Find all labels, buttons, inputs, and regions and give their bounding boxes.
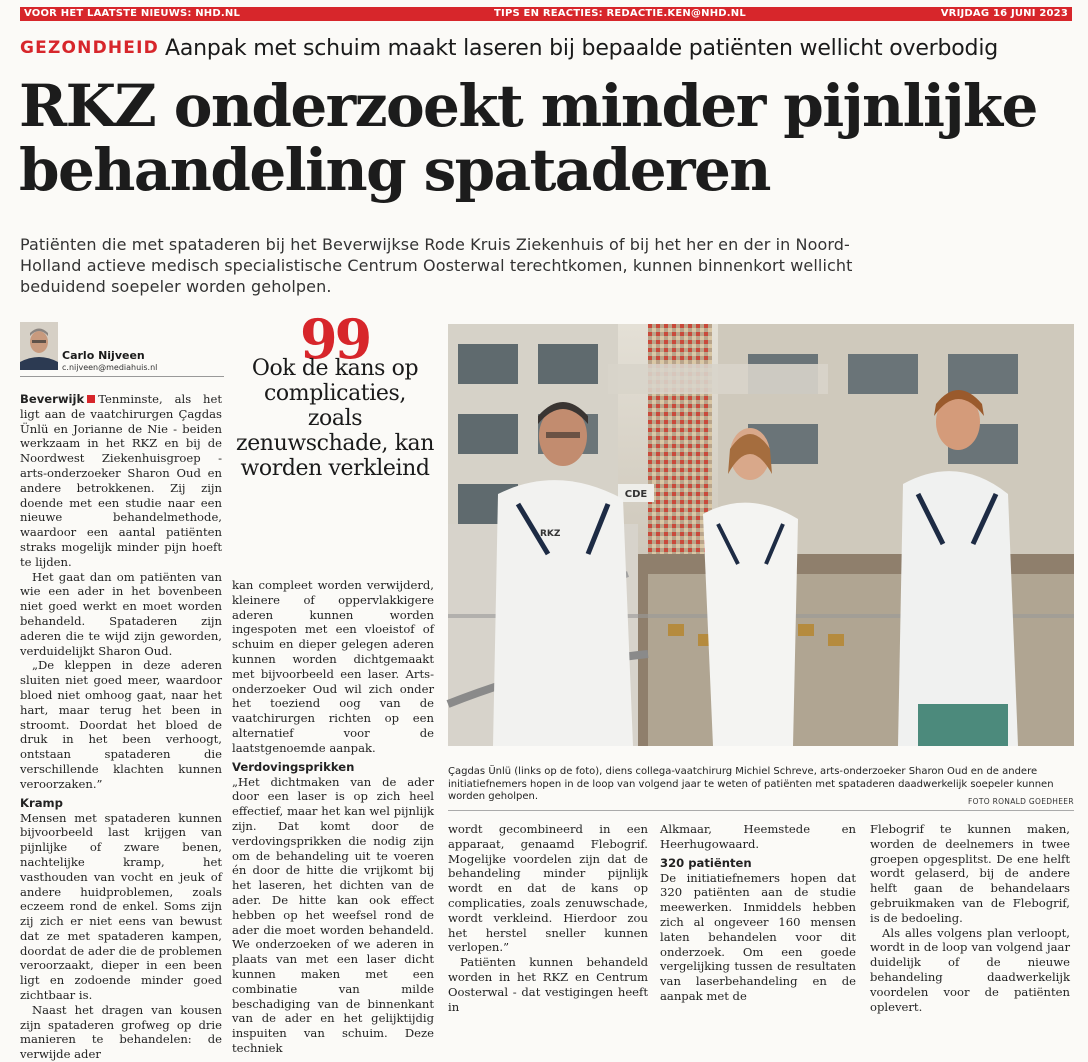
headline-line-2: behandeling spataderen <box>19 136 770 204</box>
building-sign: CDE <box>624 489 648 500</box>
subheading-verdovingsprikken: Verdovingsprikken <box>232 759 355 774</box>
paragraph: Alkmaar, Heemstede en Heerhugowaard. <box>660 822 856 851</box>
paragraph: De initiatiefnemers hopen dat 320 patiënten aan de studie meewerken. Inmiddels hebben zich al ongeveer 160 mensen laten behandelen voor dit onderzoek. Om een goede vergelijking tussen de resultaten van laserbehandeling en de aanpak met de <box>660 870 856 1003</box>
article-column-4 <box>660 822 856 1004</box>
author-photo <box>20 322 58 370</box>
photo-caption: Çagdas Ünlü (links op de foto), diens collega-vaatchirurg Michiel Schreve, arts-onderzoeker Sharon Oud en de andere initiatiefnemers hopen in de loop van volgend jaar te weten of patiënten met spataderen daadwerkelijk soepeler kunnen worden geholpen. <box>448 766 1054 802</box>
caption-divider <box>448 810 1074 811</box>
first-paragraph <box>20 392 222 570</box>
quote-mark-icon: 99 <box>300 307 370 371</box>
paragraph: Het gaat dan om patiënten van wie een ader in het bovenbeen niet goed werkt en moet worden behandeld. Spataderen zijn aderen die te wijd zijn geworden, verduidelijkt Sharon Oud. <box>20 569 222 658</box>
section-label: GEZONDHEID <box>20 38 159 58</box>
article-column-1 <box>20 392 222 1062</box>
author-name: Carlo Nijveen <box>62 349 145 362</box>
paragraph: kan compleet worden verwijderd, kleinere of oppervlakkigere aderen kunnen worden ingespoten met een vloeistof of schuim en dieper gelegen aderen kunnen worden dichtgemaakt met bijvoorbeeld een laser. Arts-onderzoeker Oud wil zich onder het toeziend oog van de vaatchirurgen richten op een alternatief voor de laatstgenoemde aanpak. <box>232 578 434 755</box>
paragraph: Mensen met spataderen kunnen bijvoorbeeld last krijgen van pijnlijke of zware benen, nachtelijke kramp, het vasthouden van vocht en jeuk of andere huidproblemen, zoals eczeem rond de enkel. Soms zijn zij zich er niet eens van bewust dat ze met spataderen kampen, doordat de ader die de problemen veroorzaakt, dieper in een been ligt en zodoende minder goed zichtbaar is. <box>20 810 222 1003</box>
paragraph: wordt gecombineerd in een apparaat, genaamd Flebogrif. Mogelijke voordelen zijn dat de behandeling minder pijnlijk wordt en dat de kans op complicaties, zoals zenuwschade, wordt verkleind. Hierdoor zou het herstel sneller kunnen verlopen.” <box>448 822 648 955</box>
paragraph: „Het dichtmaken van de ader door een laser is op zich heel effectief, maar het kan wel pijnlijk zijn. Dat komt door de verdovingsprikken die nodig zijn om de behandeling uit te voeren én door de hitte die vrijkomt bij het laseren, het dichten van de ader. De hitte kan ook effect hebben op het weefsel rond de ader die moet worden behandeld. We onderzoeken of we aderen in plaats van met een laser dicht kunnen maken met een combinatie van milde beschadiging van de binnenkant van de ader en het gelijktijdig inspuiten van schuim. Deze techniek <box>232 774 434 1055</box>
paragraph-text: Tenminste, als het ligt aan de vaatchirurgen Çagdas Ünlü en Jorianne de Nie - beiden werkzaam in het RKZ en bij de Noordwest Ziekenhuisgroep - arts-onderzoeker Sharon Oud en andere betrokkenen. Zij zijn doende met een studie naar een nieuwe behandelmethode, waardoor een aantal patiënten straks mogelijk minder pijn hoeft te lijden. <box>20 392 222 569</box>
paragraph: Flebogrif te kunnen maken, worden de deelnemers in twee groepen opgesplitst. De ene helft wordt gelaserd, bij de andere helft gaan de behandelaars gebruikmaken van de Flebogrif, is de bedoeling. <box>870 822 1070 925</box>
top-bar-date: VRIJDAG 16 JUNI 2023 <box>940 8 1068 19</box>
kicker <box>20 36 998 61</box>
kicker-subtitle: Aanpak met schuim maakt laseren bij bepaalde patiënten wellicht overbodig <box>164 36 998 61</box>
top-bar-website: VOOR HET LAATSTE NIEUWS: NHD.NL <box>24 8 241 19</box>
article-column-2 <box>232 578 434 1056</box>
author-divider <box>20 376 224 377</box>
article-column-3 <box>448 822 648 1014</box>
paragraph: Patiënten kunnen behandeld worden in het RKZ en Centrum Oosterwal - dat vestigingen heeft in <box>448 955 648 1014</box>
headline <box>19 74 1079 202</box>
author-email[interactable]: c.nijveen@mediahuis.nl <box>62 363 158 372</box>
dateline-square-icon <box>87 395 95 403</box>
subheading-320-patienten: 320 patiënten <box>660 855 752 870</box>
headline-line-1: RKZ onderzoekt minder pijnlijke <box>19 72 1037 140</box>
paragraph: „De kleppen in deze aderen sluiten niet goed meer, waardoor bloed niet omhoog gaat, naar het hart, maar terug het been in stroomt. Doordat het bloed de druk in het been verhoogt, ontstaan spataderen die verschillende klachten kunnen veroorzaken.” <box>20 658 222 791</box>
rkz-badge: RKZ <box>540 529 561 539</box>
intro-text: Patiënten die met spataderen bij het Beverwijkse Rode Kruis Ziekenhuis of bij het her en der in Noord-Holland actieve medisch specialistische Centrum Oosterwal terechtkomen, kunnen binnenkort wellicht beduidend soepeler worden geholpen. <box>20 235 853 296</box>
top-bar <box>20 7 1072 21</box>
article-column-5 <box>870 822 1070 1014</box>
article-photo <box>448 324 1074 746</box>
photo-credit: FOTO RONALD GOEDHEER <box>968 797 1074 806</box>
paragraph: Als alles volgens plan verloopt, wordt in de loop van volgend jaar duidelijk of de nieuwe behandeling daadwerkelijk voordelen voor de patiënten oplevert. <box>870 925 1070 1014</box>
subheading-kramp: Kramp <box>20 795 63 810</box>
dateline: Beverwijk <box>20 392 85 406</box>
pull-quote: Ook de kans op complicaties, zoals zenuwschade, kan worden verkleind <box>236 356 434 481</box>
paragraph: Naast het dragen van kousen zijn spataderen grofweg op drie manieren te behandelen: de verwijde ader <box>20 1002 222 1062</box>
top-bar-tips: TIPS EN REACTIES: REDACTIE.KEN@NHD.NL <box>494 8 746 19</box>
